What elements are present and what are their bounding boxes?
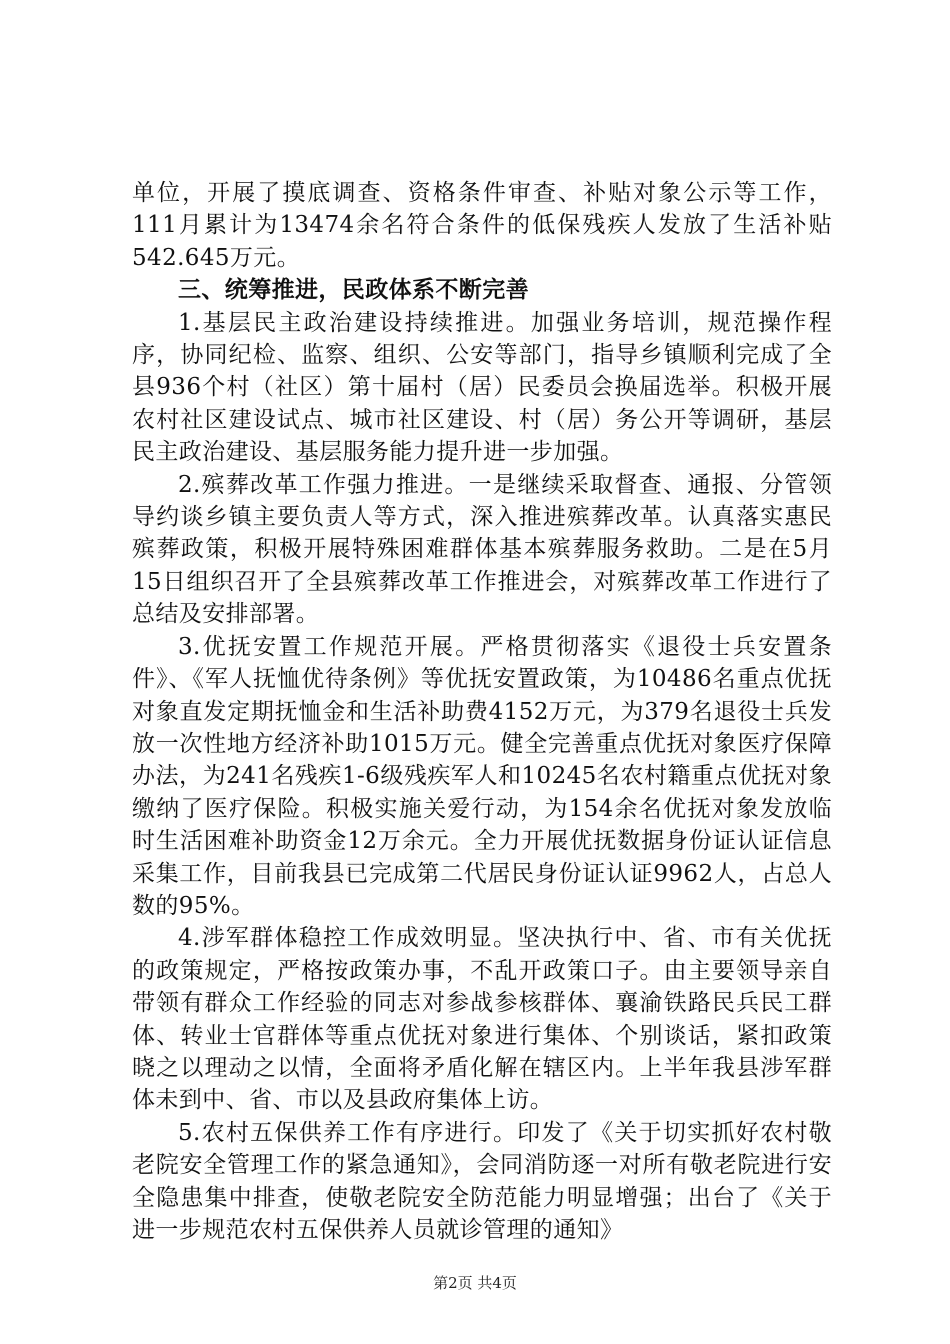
page-number-label: 第2页 共4页 — [433, 1274, 517, 1292]
body-paragraph: 1.基层民主政治建设持续推进。加强业务培训，规范操作程序，协同纪检、监察、组织、公安等部门，指导乡镇顺利完成了全县936个村（社区）第十届村（居）民委员会换届选举。积极开展农村社区建设试点、城市社区建设、村（居）务公开等调研，基层民主政治建设、基层服务能力提升进一步加强。 — [132, 309, 832, 466]
body-paragraph: 4.涉军群体稳控工作成效明显。坚决执行中、省、市有关优抚的政策规定，严格按政策办事，不乱开政策口子。由主要领导亲自带领有群众工作经验的同志对参战参核群体、襄渝铁路民兵民工群体、转业士官群体等重点优抚对象进行集体、个别谈话，紧扣政策晓之以理动之以情，全面将矛盾化解在辖区内。上半年我县涉军群体未到中、省、市以及县政府集体上访。 — [132, 925, 832, 1114]
section-heading: 三、统筹推进，民政体系不断完善 — [178, 276, 529, 304]
body-paragraph: 单位，开展了摸底调查、资格条件审查、补贴对象公示等工作，111月累计为13474余名符合条件的低保残疾人发放了生活补贴542.645万元。 — [132, 180, 832, 271]
body-paragraph: 3.优抚安置工作规范开展。严格贯彻落实《退役士兵安置条件》、《军人抚恤优待条例》等优抚安置政策，为10486名重点优抚对象直发定期抚恤金和生活补助费4152万元，为379名退役士兵发放一次性地方经济补助1015万元。健全完善重点优抚对象医疗保障办法，为241名残疾1-6级残疾军人和10245名农村籍重点优抚对象缴纳了医疗保险。积极实施关爱行动，为154余名优抚对象发放临时生活困难补助资金12万余元。全力开展优抚数据身份证认证信息采集工作，目前我县已完成第二代居民身份证认证9962人，占总人数的95%。 — [132, 633, 832, 919]
body-paragraph: 5.农村五保供养工作有序进行。印发了《关于切实抓好农村敬老院安全管理工作的紧急通知》，会同消防逐一对所有敬老院进行安全隐患集中排查，使敬老院安全防范能力明显增强；出台了《关于进一步规范农村五保供养人员就诊管理的通知》 — [132, 1119, 832, 1243]
document-body — [132, 177, 832, 1246]
body-paragraph: 2.殡葬改革工作强力推进。一是继续采取督查、通报、分管领导约谈乡镇主要负责人等方式，深入推进殡葬改革。认真落实惠民殡葬政策，积极开展特殊困难群体基本殡葬服务救助。二是在5月15日组织召开了全县殡葬改革工作推进会，对殡葬改革工作进行了总结及安排部署。 — [132, 471, 832, 628]
page-footer — [0, 1273, 950, 1293]
